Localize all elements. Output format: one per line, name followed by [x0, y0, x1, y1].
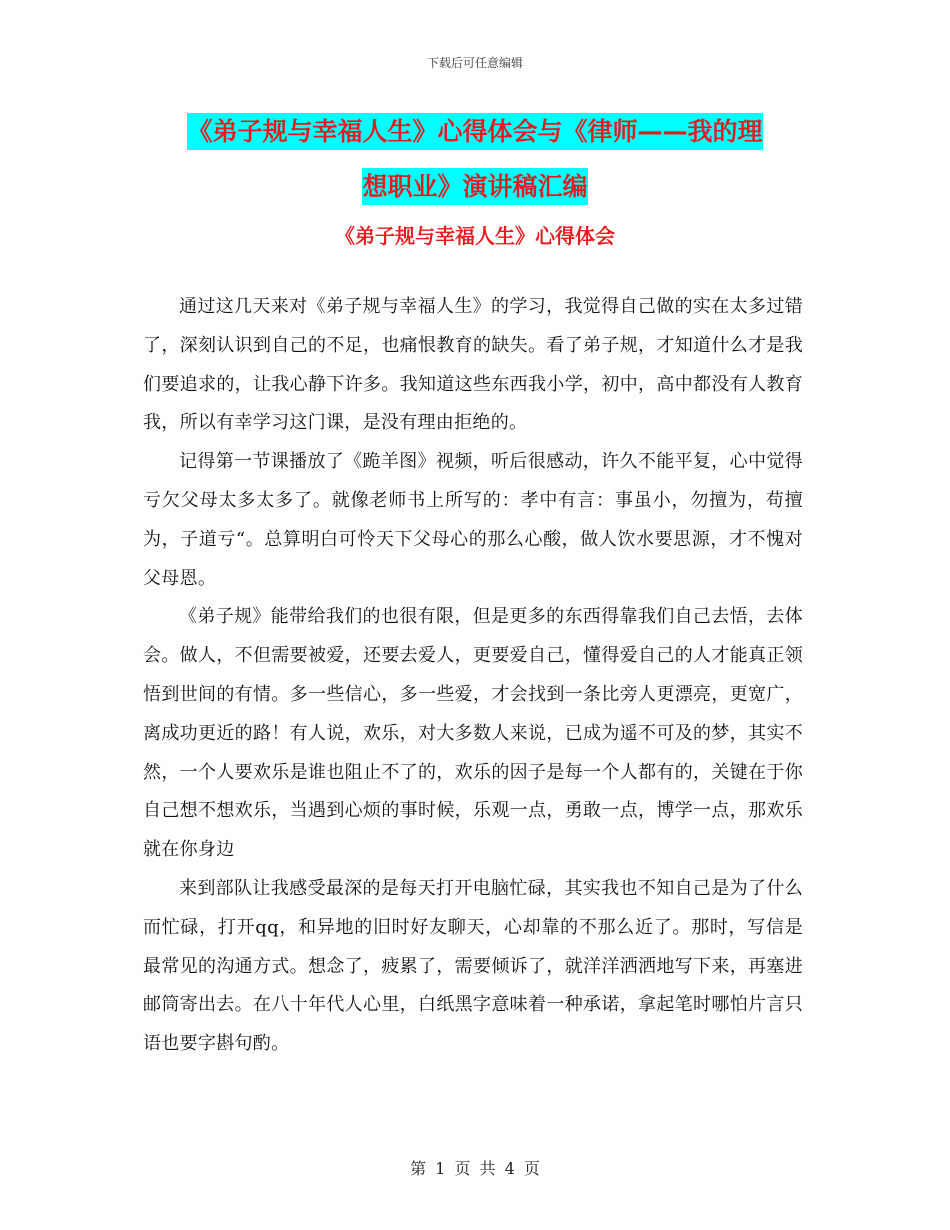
document-title — [145, 104, 805, 214]
document-title-line2: 想职业》演讲稿汇编 — [362, 168, 587, 205]
paragraph: 通过这几天来对《弟子规与幸福人生》的学习，我觉得自己做的实在太多过错了，深刻认识到自己的不足，也痛恨教育的缺失。看了弟子规，才知道什么才是我们要追求的，让我心静下许多。我知道这些东西我小学，初中，高中都没有人教育我，所以有幸学习这门课，是没有理由拒绝的。 — [143, 296, 803, 434]
section-title: 《弟子规与幸福人生》心得体会 — [335, 224, 615, 248]
page-footer: 第 1 页 共 4 页 — [410, 1159, 540, 1178]
document-title-line1: 《弟子规与幸福人生》心得体会与《律师——我的理 — [187, 113, 762, 150]
paragraph: 记得第一节课播放了《跪羊图》视频，听后很感动，许久不能平复，心中觉得亏欠父母太多太多了。就像老师书上所写的：孝中有言：事虽小，勿擅为，苟擅为，子道亏“。总算明白可怜天下父母心的那么心酸，做人饮水要思源，才不愧对父母恩。 — [143, 451, 803, 589]
paragraph: 《弟子规》能带给我们的也很有限，但是更多的东西得靠我们自己去悟，去体会。做人，不但需要被爱，还要去爱人，更要爱自己，懂得爱自己的人才能真正领悟到世间的有情。多一些信心，多一些爱，才会找到一条比旁人更漂亮，更宽广，离成功更近的路！有人说，欢乐，对大多数人来说，已成为遥不可及的梦，其实不然，一个人要欢乐是谁也阻止不了的，欢乐的因子是每一个人都有的，关键在于你自己想不想欢乐，当遇到心烦的事时候，乐观一点，勇敢一点，博学一点，那欢乐就在你身边 — [143, 606, 803, 861]
body-text — [143, 288, 803, 1064]
paragraph: 来到部队让我感受最深的是每天打开电脑忙碌，其实我也不知自己是为了什么而忙碌，打开qq，和异地的旧时好友聊天，心却靠的不那么近了。那时，写信是最常见的沟通方式。想念了，疲累了，需要倾诉了，就洋洋洒洒地写下来，再塞进邮筒寄出去。在八十年代人心里，白纸黑字意味着一种承诺，拿起笔时哪怕片言只语也要字斟句酌。 — [143, 877, 803, 1055]
header-note: 下载后可任意编辑 — [426, 56, 523, 70]
